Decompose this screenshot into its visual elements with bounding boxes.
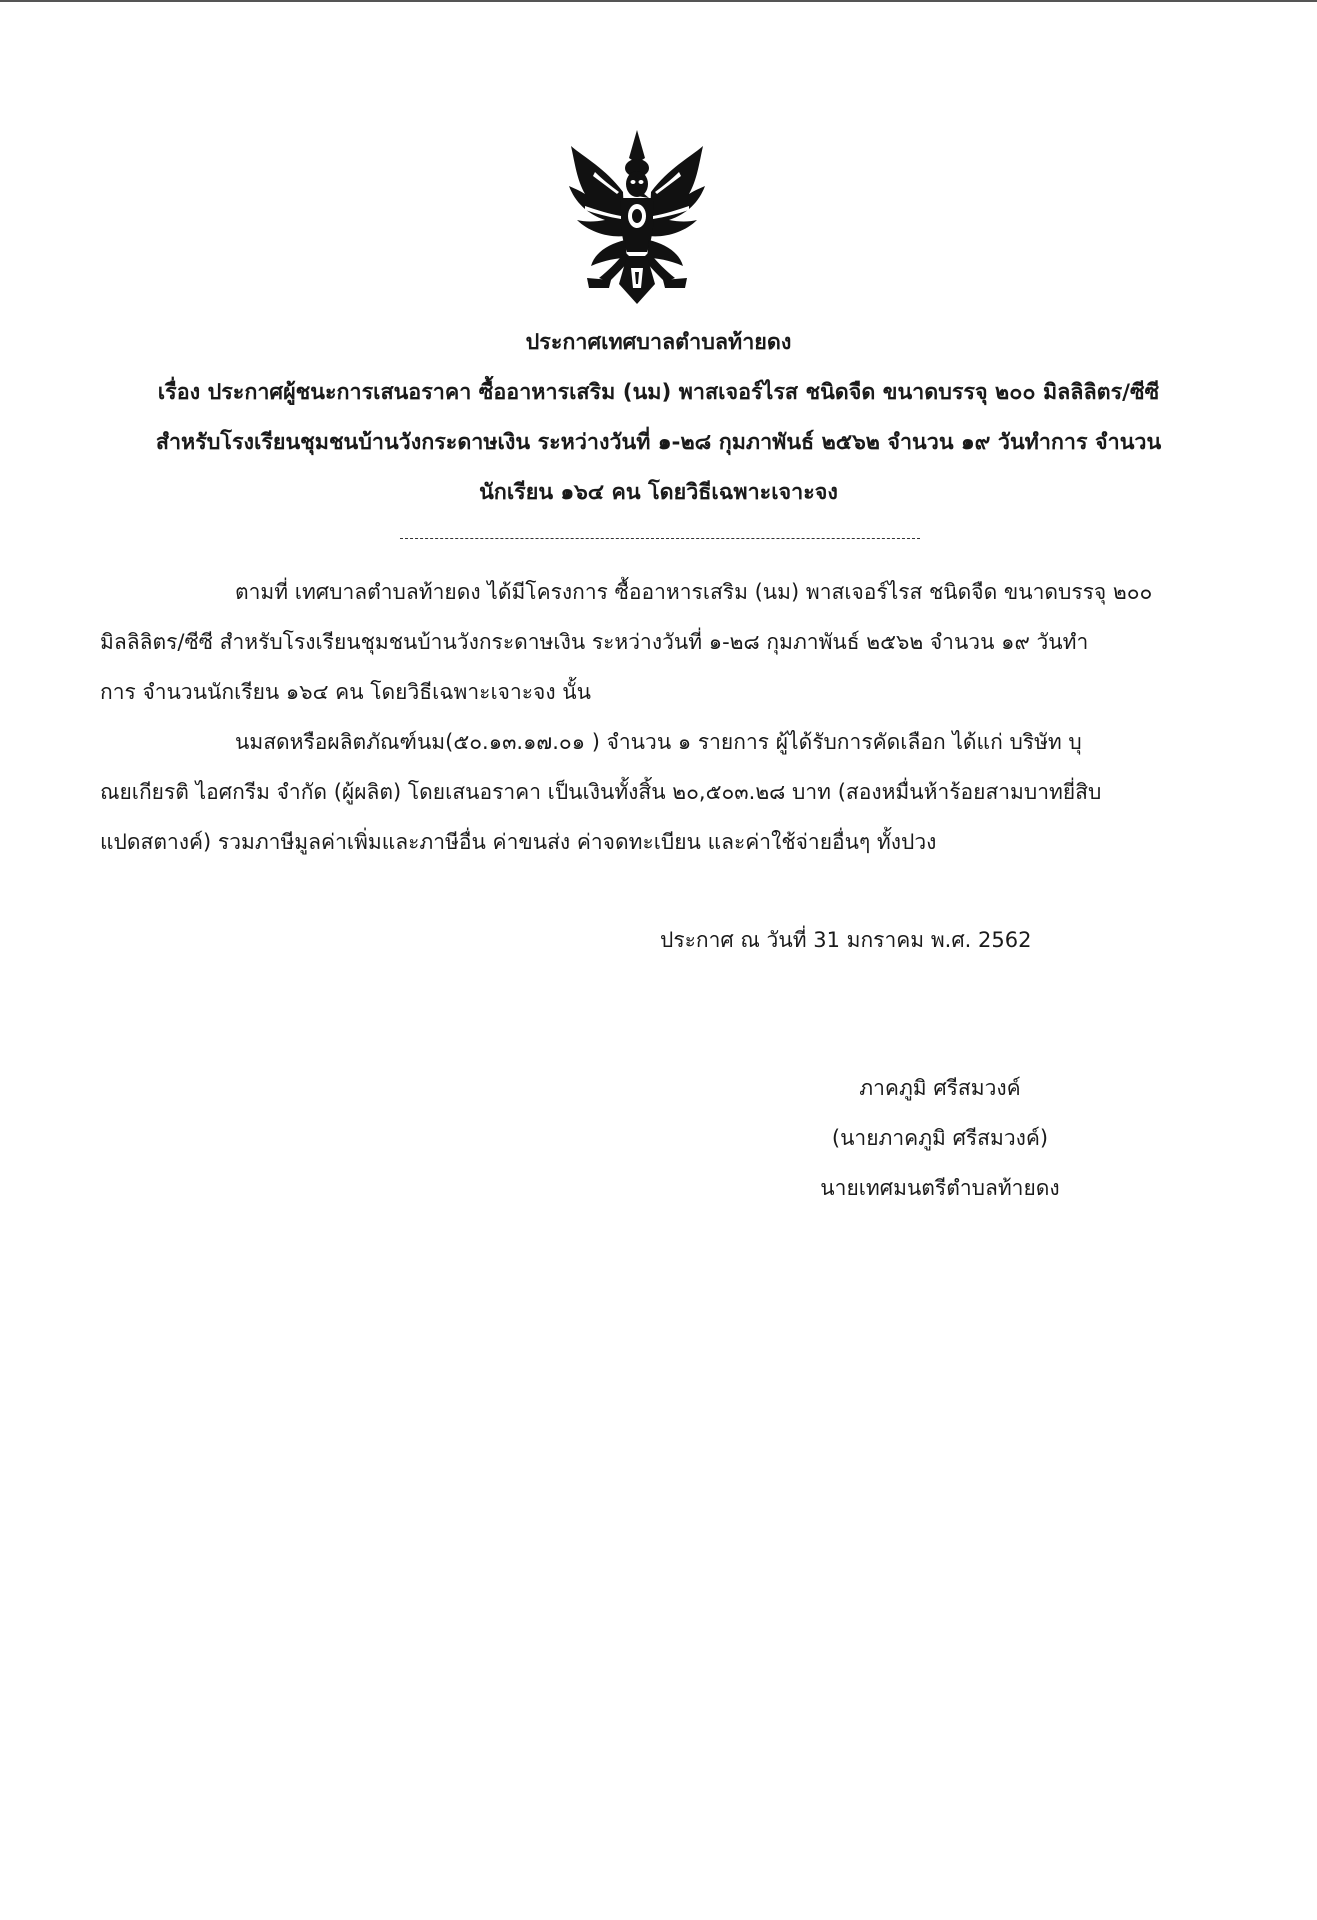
subject-line-3: นักเรียน ๑๖๔ คน โดยวิธีเฉพาะเจาะจง	[479, 480, 838, 505]
paragraph-2-line-2: ณยเกียรติ ไอศกรีม จำกัด (ผู้ผลิต) โดยเสนอราคา เป็นเงินทั้งสิ้น ๒๐,๕๐๓.๒๘ บาท (สองหมื่นห้าร้อยสามบาทยี่สิบ	[100, 780, 1102, 804]
date-line: ประกาศ ณ วันที่ 31 มกราคม พ.ศ. 2562	[660, 928, 1032, 952]
subject-line-2: สำหรับโรงเรียนชุมชนบ้านวังกระดาษเงิน ระหว่างวันที่ ๑-๒๘ กุมภาพันธ์ ๒๕๖๒ จำนวน ๑๙ วันทำการ จำนวน	[155, 430, 1162, 455]
paragraph-2-line-1: นมสดหรือผลิตภัณฑ์นม(๕๐.๑๓.๑๗.๐๑ ) จำนวน ๑ รายการ ผู้ได้รับการคัดเลือก ได้แก่ บริษัท บุ	[235, 730, 1082, 754]
paragraph-1-line-3: การ จำนวนนักเรียน ๑๖๔ คน โดยวิธีเฉพาะเจาะจง นั้น	[100, 680, 591, 704]
signature-name: ภาคภูมิ ศรีสมวงค์	[859, 1076, 1021, 1100]
signatory-printed-name: (นายภาคภูมิ ศรีสมวงค์)	[831, 1126, 1049, 1150]
separator-rule	[400, 538, 920, 539]
signatory-position: นายเทศมนตรีตำบลท้ายดง	[820, 1176, 1060, 1200]
subject-line-1: เรื่อง ประกาศผู้ชนะการเสนอราคา ซื้ออาหารเสริม (นม) พาสเจอร์ไรส ชนิดจืด ขนาดบรรจุ ๒๐๐ มิลลิลิตร/ซีซี	[157, 380, 1160, 405]
scan-top-edge	[0, 0, 1317, 2]
garuda-emblem-icon	[565, 128, 709, 308]
issuer-title: ประกาศเทศบาลตำบลท้ายดง	[525, 330, 792, 355]
paragraph-1-line-2: มิลลิลิตร/ซีซี สำหรับโรงเรียนชุมชนบ้านวังกระดาษเงิน ระหว่างวันที่ ๑-๒๘ กุมภาพันธ์ ๒๕๖๒ จำนวน ๑๙ วันทำ	[100, 630, 1089, 654]
paragraph-2-line-3: แปดสตางค์) รวมภาษีมูลค่าเพิ่มและภาษีอื่น ค่าขนส่ง ค่าจดทะเบียน และค่าใช้จ่ายอื่นๆ ทั้งปวง	[100, 830, 937, 854]
paragraph-1-line-1: ตามที่ เทศบาลตำบลท้ายดง ได้มีโครงการ ซื้ออาหารเสริม (นม) พาสเจอร์ไรส ชนิดจืด ขนาดบรรจุ ๒๐๐	[235, 580, 1153, 604]
